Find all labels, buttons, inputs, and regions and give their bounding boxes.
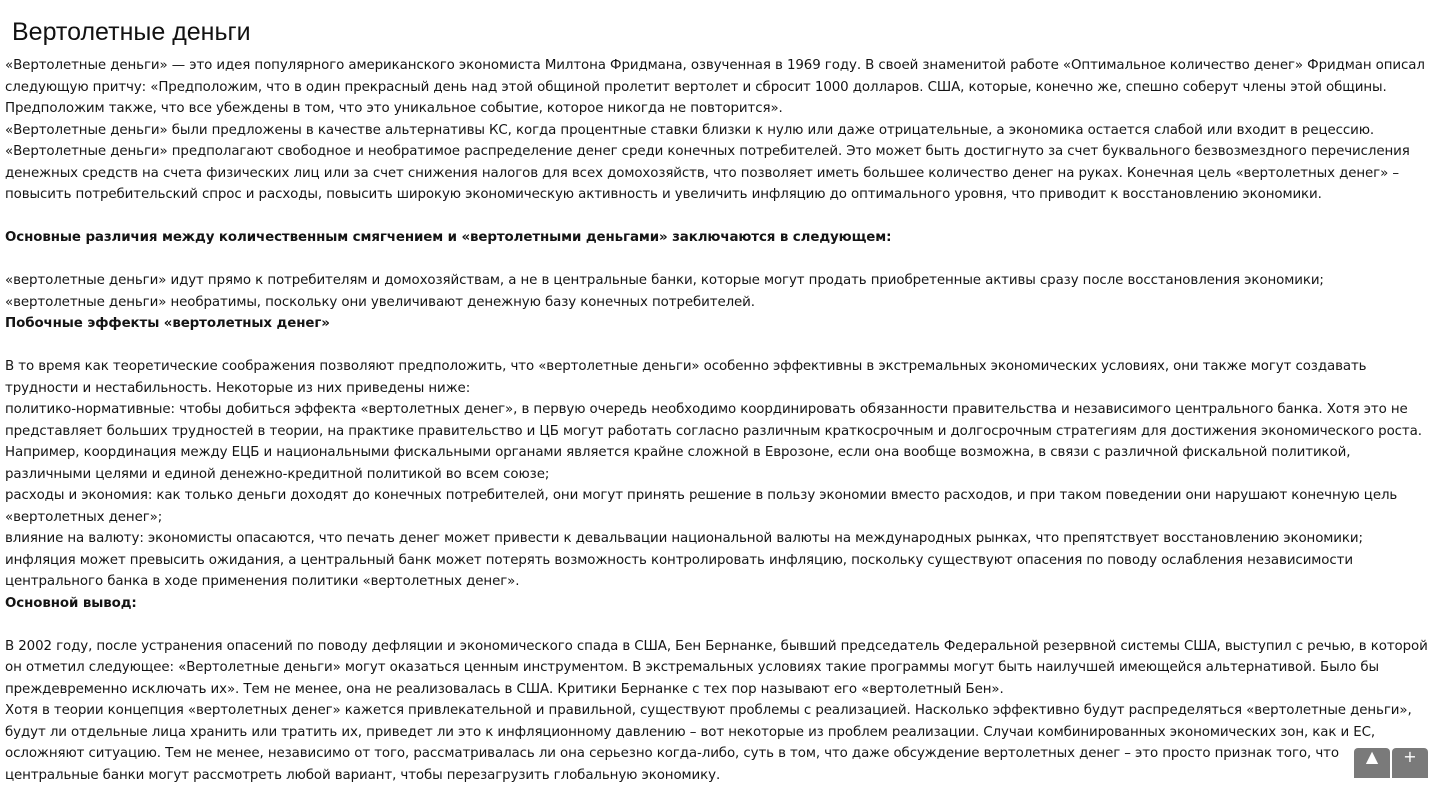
side-effects-item: политико-нормативные: чтобы добиться эффекта «вертолетных денег», в первую очередь необходимо координировать обязанности правительства и независимого центрального банка. Хотя это не представляет больших трудностей в теории, на практике правительство и ЦБ могут работать согласно различным краткосрочным и долгосрочным стратегиям для достижения экономического роста. Например, координация между ЕЦБ и национальными фискальными органами является крайне сложной в Еврозоне, если она вообще возможна, в связи с различной фискальной политикой, различными целями и единой денежно-кредитной политикой во всем союзе;	[5, 402, 1422, 482]
intro-paragraph: «Вертолетные деньги» были предложены в качестве альтернативы КС, когда процентные ставки близки к нулю или даже отрицательные, а экономика остается слабой или входит в рецессию. «Вертолетные деньги» предполагают свободное и необратимое распределение денег среди конечных потребителей. Это может быть достигнуто за счет буквального безвозмездного перечисления денежных средств на счета физических лиц или за счет снижения налогов для всех домохозяйств, что позволяет иметь большее количество денег на руках. Конечная цель «вертолетных денег» – повысить потребительский спрос и расходы, повысить широкую экономическую активность и увеличить инфляцию до оптимального уровня, что приводит к восстановлению экономики.	[5, 122, 1410, 202]
spacer	[5, 206, 1429, 228]
scroll-widget	[1354, 748, 1430, 778]
spacer	[5, 614, 1429, 636]
expand-button[interactable]	[1392, 748, 1428, 778]
spacer	[5, 335, 1429, 357]
conclusion-paragraph: В 2002 году, после устранения опасений по поводу дефляции и экономического спада в США, Бен Бернанке, бывший председатель Федеральной резервной системы США, выступил с речью, в которой он отметил следующее: «Вертолетные деньги» могут оказаться ценным инструментом. В экстремальных условиях такие программы могут быть наилучшей имеющейся альтернативой. Было бы преждевременно исключать их». Тем не менее, она не реализовалась в США. Критики Бернанке с тех пор называют его «вертолетный Бен».	[5, 638, 1428, 697]
plus-icon: +	[1403, 747, 1417, 766]
arrow-up-icon: ▲	[1365, 747, 1379, 766]
side-effects-item: инфляция может превысить ожидания, а центральный банк может потерять возможность контролировать инфляцию, поскольку существуют опасения по поводу ослабления независимости центрального банка в ходе применения политики «вертолетных денег».	[5, 552, 1353, 589]
conclusion-heading: Основной вывод:	[5, 595, 137, 611]
differences-item: «вертолетные деньги» идут прямо к потребителям и домохозяйствам, а не в центральные банки, которые могут продать приобретенные активы сразу после восстановления экономики;	[5, 273, 1324, 288]
side-effects-item: расходы и экономия: как только деньги доходят до конечных потребителей, они могут принять решение в пользу экономии вместо расходов, и при таком поведении они нарушают конечную цель «вертолетных денег»;	[5, 488, 1398, 525]
intro-paragraph: «Вертолетные деньги» — это идея популярного американского экономиста Милтона Фридмана, озвученная в 1969 году. В своей знаменитой работе «Оптимальное количество денег» Фридман описал следующую притчу: «Предположим, что в один прекрасный день над этой общиной пролетит вертолет и сбросит 1000 долларов. США, которые, конечно же, спешно соберут члены этой общины. Предположим также, что все убеждены в том, что это уникальное событие, которое никогда не повторится».	[5, 58, 1425, 116]
scroll-to-top-button[interactable]	[1354, 748, 1390, 778]
differences-item: «вертолетные деньги» необратимы, поскольку они увеличивают денежную базу конечных потребителей.	[5, 294, 755, 310]
spacer	[5, 249, 1429, 271]
differences-heading: Основные различия между количественным смягчением и «вертолетными деньгами» заключаются в следующем:	[5, 230, 892, 245]
side-effects-intro: В то время как теоретические соображения позволяют предположить, что «вертолетные деньги» особенно эффективны в экстремальных экономических условиях, они также могут создавать трудности и нестабильность. Некоторые из них приведены ниже:	[5, 359, 1367, 396]
conclusion-paragraph: Хотя в теории концепция «вертолетных денег» кажется привлекательной и правильной, существуют проблемы с реализацией. Насколько эффективно будут распределяться «вертолетные деньги», будут ли отдельные лица хранить или тратить их, приведет ли это к инфляционному давлению – вот некоторые из проблем реализации. Случаи комбинированных экономических зон, как и ЕС, осложняют ситуацию. Тем не менее, независимо от того, рассматривалась ли она серьезно когда-либо, суть в том, что даже обсуждение вертолетных денег – это просто признак того, что центральные банки могут рассмотреть любой вариант, чтобы перезагрузить глобальную экономику.	[5, 703, 1412, 783]
page-title: Вертолетные деньги	[12, 18, 251, 46]
side-effects-item: влияние на валюту: экономисты опасаются, что печать денег может привести к девальвации национальной валюты на международных рынках, что препятствует восстановлению экономики;	[5, 531, 1363, 546]
article-body	[5, 55, 1429, 786]
side-effects-heading: Побочные эффекты «вертолетных денег»	[5, 316, 330, 331]
